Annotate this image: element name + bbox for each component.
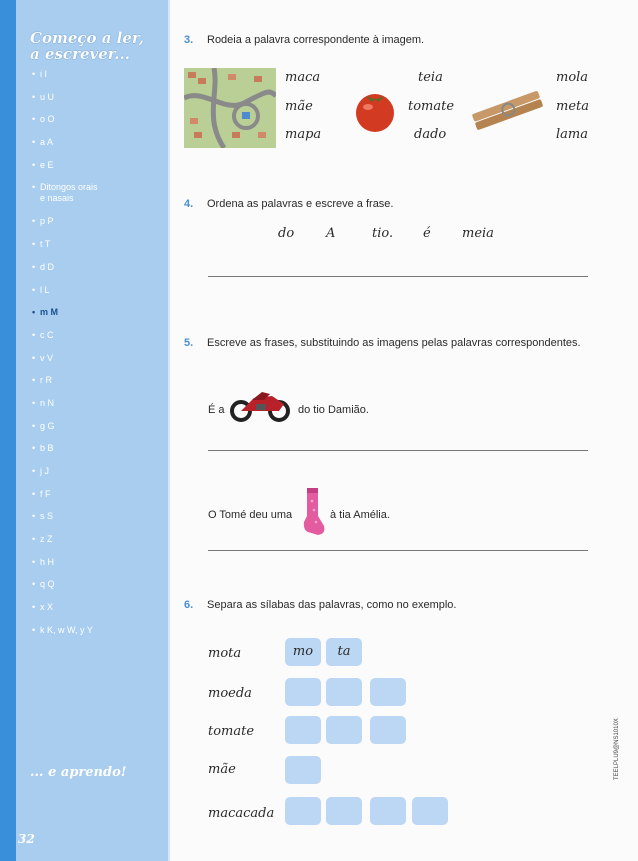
word-mae[interactable]: mãe	[285, 99, 313, 114]
syllable-box-example: mo	[285, 638, 321, 666]
sentence-1-end: do tio Damião.	[298, 404, 369, 416]
word-lama[interactable]: lama	[556, 127, 588, 142]
word-macacada: macacada	[208, 806, 275, 821]
answer-line-ex5-1[interactable]	[208, 450, 588, 451]
syllable-box[interactable]	[285, 756, 321, 784]
exercise-6-instruction: Separa as sílabas das palavras, como no exemplo.	[207, 599, 457, 611]
sock-image	[300, 486, 326, 538]
brand-title	[30, 30, 160, 62]
sidebar-strip	[0, 0, 16, 861]
sidebar-item: • k K, w W, y Y	[32, 624, 93, 635]
syllable-box[interactable]	[412, 797, 448, 825]
word-A: A	[326, 226, 336, 241]
word-mapa[interactable]: mapa	[285, 127, 322, 142]
word-maca[interactable]: maca	[285, 70, 321, 85]
sidebar-item: • Ditongos orais e nasais	[32, 182, 98, 204]
sidebar-item: • z Z	[32, 534, 53, 545]
syllable-box[interactable]	[370, 797, 406, 825]
sidebar-item: • j J	[32, 466, 49, 476]
tomato-image	[352, 88, 398, 134]
syllable-box[interactable]	[326, 678, 362, 706]
sidebar-item: • v V	[32, 352, 54, 363]
sidebar-item: • u U	[32, 91, 55, 102]
syllable-box-example: ta	[326, 638, 362, 666]
exercise-3-number: 3.	[184, 34, 194, 46]
sidebar-item: • g G	[32, 420, 55, 431]
word-mola[interactable]: mola	[556, 70, 589, 85]
sentence-1-start: É a	[208, 404, 225, 416]
sidebar-footer: ... e aprendo!	[30, 765, 127, 780]
exercise-4-instruction: Ordena as palavras e escreve a frase.	[207, 198, 394, 210]
syllable-box[interactable]	[285, 678, 321, 706]
side-code: TEELPLU9@NS1010X	[614, 718, 620, 780]
word-teia[interactable]: teia	[418, 70, 443, 85]
sidebar-list	[32, 69, 166, 648]
syllable-box[interactable]	[285, 797, 321, 825]
exercise-4-number: 4.	[184, 198, 194, 210]
motorcycle-image	[228, 386, 292, 422]
sidebar-item: • o O	[32, 114, 55, 125]
exercise-6-number: 6.	[184, 599, 194, 611]
answer-line-ex5-2[interactable]	[208, 550, 588, 551]
word-tio: tio.	[372, 226, 394, 241]
word-tomate-6: tomate	[208, 724, 255, 739]
word-do: do	[278, 226, 295, 241]
sidebar-item: • a A	[32, 137, 54, 148]
sidebar-item: • x X	[32, 602, 54, 613]
word-moeda: moeda	[208, 686, 252, 701]
sidebar-item: • s S	[32, 511, 54, 522]
sidebar-item: • c C	[32, 329, 54, 340]
sidebar-item-active: • m M	[32, 307, 58, 318]
map-image	[184, 68, 276, 148]
brand-line-2: a escrever...	[30, 45, 130, 63]
word-tomate[interactable]: tomate	[408, 99, 455, 114]
sidebar-item: • b B	[32, 443, 54, 454]
word-e: é	[423, 226, 431, 241]
sidebar-item: • h H	[32, 556, 55, 567]
syllable-box[interactable]	[370, 678, 406, 706]
brand-line-1: Começo a ler,	[30, 29, 144, 47]
sidebar-item: • t T	[32, 239, 51, 250]
syllable-box[interactable]	[285, 716, 321, 744]
syllable-box[interactable]	[326, 716, 362, 744]
sidebar-item: • q Q	[32, 579, 55, 590]
sidebar-item: • n N	[32, 397, 55, 408]
syllable-box[interactable]	[326, 797, 362, 825]
word-dado[interactable]: dado	[414, 127, 447, 142]
sidebar-item: • i I	[32, 69, 48, 79]
word-mota: mota	[208, 646, 242, 661]
page-number: 32	[18, 832, 35, 846]
word-mae-6: mãe	[208, 762, 236, 777]
sidebar-item: • p P	[32, 216, 54, 227]
clothespin-image	[468, 86, 546, 132]
syllable-box[interactable]	[370, 716, 406, 744]
sidebar-item: • l L	[32, 284, 50, 295]
exercise-3-instruction: Rodeia a palavra correspondente à imagem.	[207, 34, 425, 46]
sidebar-item: • d D	[32, 261, 55, 272]
sidebar-item: • r R	[32, 375, 52, 386]
word-meta[interactable]: meta	[556, 99, 589, 114]
sidebar-item: • e E	[32, 159, 54, 170]
sentence-2-start: O Tomé deu uma	[208, 509, 293, 521]
sidebar-item: • f F	[32, 488, 51, 499]
exercise-5-instruction: Escreve as frases, substituindo as imagens pelas palavras correspondentes.	[207, 337, 581, 349]
sentence-2-end: à tia Amélia.	[330, 509, 390, 521]
exercise-5-number: 5.	[184, 337, 194, 349]
sidebar	[0, 0, 170, 861]
answer-line-ex4[interactable]	[208, 276, 588, 277]
word-meia: meia	[462, 226, 494, 241]
